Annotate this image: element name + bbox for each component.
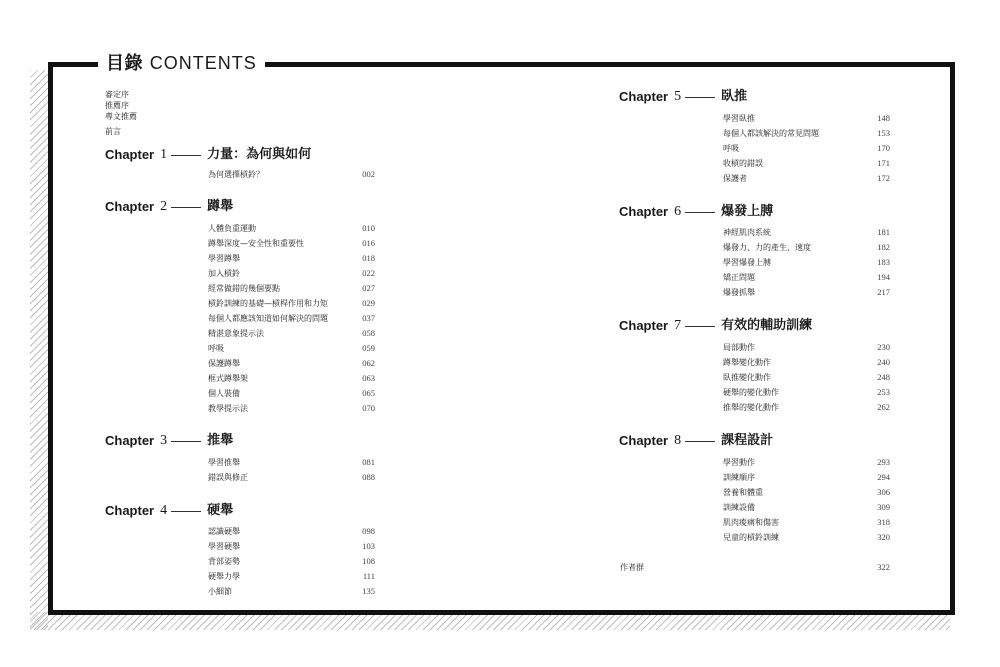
toc-entry-title: 框式蹲舉架 — [208, 374, 248, 383]
toc-entry-page: 111 — [362, 571, 375, 581]
toc-entry-page: 148 — [877, 113, 890, 123]
front-matter-item: 專文推薦 — [105, 112, 137, 121]
toc-entry-title: 學習推舉 — [208, 458, 240, 467]
toc-entry-title: 精湛意象提示法 — [208, 329, 264, 338]
toc-entry-title: 教學提示法 — [208, 404, 248, 413]
chapter-heading — [619, 202, 773, 222]
toc-entry-page: 153 — [877, 128, 890, 138]
toc-entry-title: 訓練設備 — [723, 503, 755, 512]
toc-entry-title: 經常做錯的幾個要點 — [208, 284, 280, 293]
toc-entry-page: 103 — [362, 541, 375, 551]
chapter-number: 5 — [674, 89, 682, 104]
toc-entry-title: 矯正問題 — [723, 273, 755, 282]
toc-entry-page: 181 — [877, 227, 890, 237]
toc-entry-page: 027 — [362, 283, 375, 293]
chapter-heading — [105, 197, 233, 217]
toc-entry-page: 062 — [362, 358, 375, 368]
toc-entry-page: 098 — [362, 526, 375, 536]
toc-entry-page: 063 — [362, 373, 375, 383]
toc-entry-page: 018 — [362, 253, 375, 263]
toc-entry-title: 背部姿勢 — [208, 557, 240, 566]
toc-entry-page: 293 — [877, 457, 890, 467]
toc-entry-title: 加入槓鈴 — [208, 269, 240, 278]
toc-entry-title: 每個人都應該知道如何解決的問題 — [208, 314, 328, 323]
toc-entry-page: 217 — [877, 287, 890, 297]
toc-entry-title: 個人裝備 — [208, 389, 240, 398]
chapter-number: 3 — [160, 433, 168, 448]
toc-entry-title: 蹲舉變化動作 — [723, 358, 771, 367]
toc-entry-title: 訓練順序 — [723, 473, 755, 482]
chapter-number: 4 — [160, 503, 168, 518]
chapter-heading — [619, 431, 773, 451]
chapter-title: 硬舉 — [207, 503, 234, 518]
toc-entry-page: 172 — [877, 173, 890, 183]
toc-entry-page: 059 — [362, 343, 375, 353]
chapter-heading — [105, 145, 311, 165]
chapter-rule — [171, 511, 201, 512]
title-english: CONTENTS — [149, 53, 257, 73]
toc-entry-page: 135 — [362, 586, 375, 596]
title-chinese: 目錄 — [106, 53, 143, 74]
toc-entry-title: 兒童的槓鈴訓練 — [723, 533, 779, 542]
toc-entry-title: 神經肌肉系統 — [723, 228, 771, 237]
hatch-left-stripe — [30, 70, 48, 630]
chapter-label: Chapter — [619, 433, 669, 448]
chapter-number: 7 — [674, 318, 682, 333]
chapter-heading — [105, 431, 233, 451]
toc-entry-page: 070 — [362, 403, 375, 413]
chapter-title: 推舉 — [207, 433, 234, 448]
chapter-number: 6 — [674, 204, 682, 219]
toc-entry-page: 240 — [877, 357, 890, 367]
toc-entry-title: 學習臥推 — [723, 114, 755, 123]
chapter-heading — [619, 316, 812, 336]
toc-entry-page: 320 — [877, 532, 890, 542]
chapter-label: Chapter — [105, 199, 155, 214]
front-matter-item: 前言 — [105, 127, 121, 136]
toc-entry-page: 182 — [877, 242, 890, 252]
toc-entry-page: 170 — [877, 143, 890, 153]
chapter-label: Chapter — [619, 89, 669, 104]
toc-entry-page: 183 — [877, 257, 890, 267]
toc-entry-title: 小細節 — [208, 587, 232, 596]
chapter-rule — [171, 155, 201, 156]
chapter-number: 1 — [160, 147, 168, 162]
toc-entry-page: 022 — [362, 268, 375, 278]
toc-entry-title: 呼吸 — [723, 144, 739, 153]
page-title — [98, 50, 265, 77]
chapter-title: 爆發上膊 — [721, 204, 774, 219]
chapter-rule — [685, 441, 715, 442]
toc-entry-page: 108 — [362, 556, 375, 566]
chapter-rule — [685, 326, 715, 327]
toc-entry-title: 人體負重運動 — [208, 224, 256, 233]
chapter-title: 課程設計 — [721, 433, 774, 448]
chapter-rule — [685, 97, 715, 98]
toc-entry-page: 002 — [362, 169, 375, 179]
toc-entry-page: 065 — [362, 388, 375, 398]
toc-entry-title: 營養和體重 — [723, 488, 763, 497]
chapter-title: 力量：為何與如何 — [207, 147, 312, 162]
toc-entry-page: 253 — [877, 387, 890, 397]
toc-entry-page: 016 — [362, 238, 375, 248]
toc-entry-page: 037 — [362, 313, 375, 323]
toc-entry-title: 槓鈴訓練的基礎—槓桿作用和力矩 — [208, 299, 328, 308]
toc-entry-page: 081 — [362, 457, 375, 467]
chapter-label: Chapter — [105, 147, 155, 162]
toc-entry-title: 錯誤與修正 — [208, 473, 248, 482]
toc-entry-title: 認識硬舉 — [208, 527, 240, 536]
toc-entry-page: 230 — [877, 342, 890, 352]
toc-entry-page: 309 — [877, 502, 890, 512]
toc-entry-title: 爆發抓舉 — [723, 288, 755, 297]
front-matter-item: 審定序 — [105, 90, 129, 99]
toc-entry-title: 學習動作 — [723, 458, 755, 467]
toc-entry-page: 029 — [362, 298, 375, 308]
toc-entry-title: 保護者 — [723, 174, 747, 183]
chapter-label: Chapter — [619, 318, 669, 333]
toc-entry-title: 為何選擇槓鈴？ — [208, 170, 264, 179]
toc-entry-page: 318 — [877, 517, 890, 527]
chapter-rule — [171, 441, 201, 442]
authors-page: 322 — [877, 562, 890, 572]
chapter-title: 臥推 — [721, 89, 748, 104]
toc-entry-title: 推舉的變化動作 — [723, 403, 779, 412]
toc-entry-title: 肌肉痠痛和傷害 — [723, 518, 779, 527]
chapter-title: 有效的輔助訓練 — [721, 318, 813, 333]
toc-entry-title: 局部動作 — [723, 343, 755, 352]
toc-entry-page: 194 — [877, 272, 890, 282]
toc-entry-page: 010 — [362, 223, 375, 233]
toc-entry-page: 171 — [877, 158, 890, 168]
toc-entry-title: 收槓的錯誤 — [723, 159, 763, 168]
front-matter-item: 推薦序 — [105, 101, 129, 110]
toc-entry-page: 058 — [362, 328, 375, 338]
toc-entry-title: 學習硬舉 — [208, 542, 240, 551]
chapter-label: Chapter — [105, 503, 155, 518]
toc-entry-page: 248 — [877, 372, 890, 382]
toc-entry-title: 每個人都該解決的常見問題 — [723, 129, 819, 138]
toc-entry-title: 爆發力、力的產生、速度 — [723, 243, 811, 252]
chapter-heading — [619, 87, 747, 107]
toc-entry-title: 臥推變化動作 — [723, 373, 771, 382]
toc-entry-page: 294 — [877, 472, 890, 482]
chapter-number: 8 — [674, 433, 682, 448]
toc-entry-title: 呼吸 — [208, 344, 224, 353]
chapter-rule — [685, 212, 715, 213]
toc-entry-title: 蹲舉深度—安全性和重要性 — [208, 239, 304, 248]
toc-entry-title: 保護蹲舉 — [208, 359, 240, 368]
toc-entry-title: 硬舉的變化動作 — [723, 388, 779, 397]
toc-entry-title: 學習爆發上膊 — [723, 258, 771, 267]
chapter-number: 2 — [160, 199, 168, 214]
authors-label: 作者群 — [620, 563, 644, 572]
chapter-rule — [171, 207, 201, 208]
toc-entry-title: 學習蹲舉 — [208, 254, 240, 263]
toc-entry-page: 306 — [877, 487, 890, 497]
toc-entry-page: 088 — [362, 472, 375, 482]
chapter-title: 蹲舉 — [207, 199, 234, 214]
toc-entry-title: 硬舉力學 — [208, 572, 240, 581]
chapter-label: Chapter — [619, 204, 669, 219]
chapter-heading — [105, 501, 233, 521]
toc-entry-page: 262 — [877, 402, 890, 412]
chapter-label: Chapter — [105, 433, 155, 448]
